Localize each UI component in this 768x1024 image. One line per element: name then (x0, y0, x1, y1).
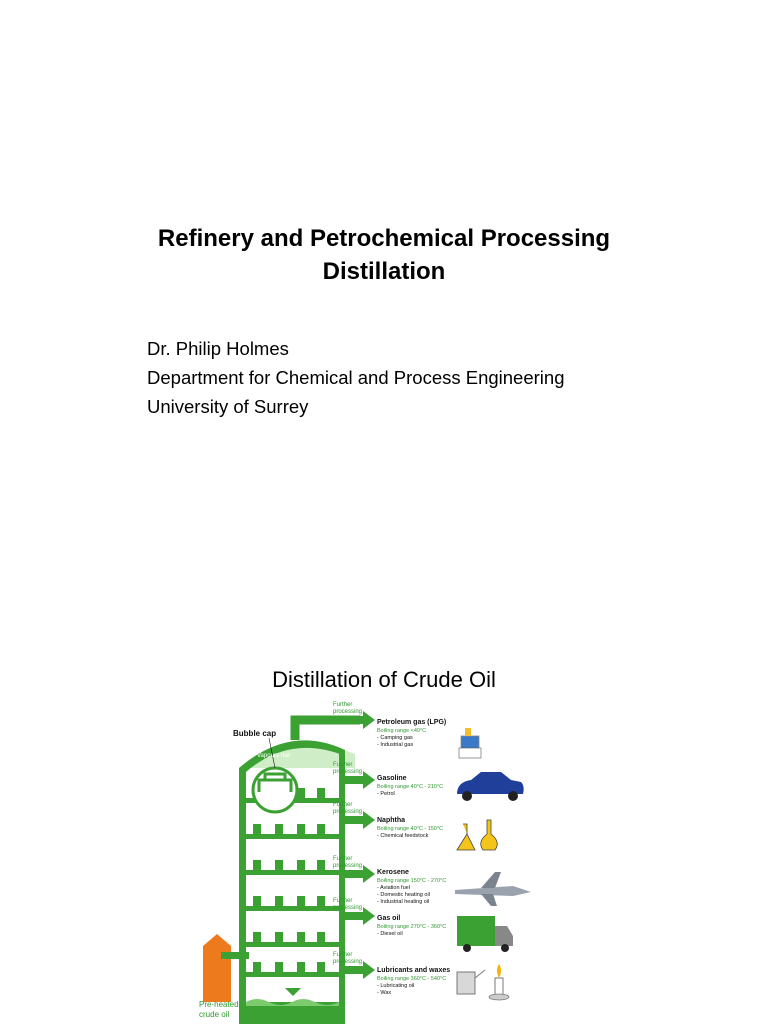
fraction-use: - Camping gas (377, 735, 413, 741)
further-processing-label: processing (333, 905, 363, 911)
top-vapour-pipe (295, 720, 360, 740)
fraction-name: Gasoline (377, 775, 407, 782)
title-line-1: Refinery and Petrochemical Processing (157, 225, 611, 252)
car-icon (457, 772, 524, 801)
preheated-label-1: Pre-heated (199, 1000, 239, 1009)
gas-canister-icon (459, 728, 481, 758)
author-department: Department for Chemical and Process Engineering (147, 367, 565, 388)
author-block (147, 334, 565, 421)
fraction-boiling-range: Boiling range 150°C - 270°C (377, 878, 447, 884)
tray (246, 962, 339, 977)
further-processing-label: processing (333, 959, 363, 965)
figure-title: Distillation of Crude Oil (272, 667, 496, 692)
trays (246, 788, 339, 977)
fraction-use: - Aviation fuel (377, 885, 410, 891)
column-right-wall (339, 754, 345, 1024)
fraction-name: Naphtha (377, 817, 405, 824)
fraction-0 (377, 719, 446, 748)
fraction-labels (377, 719, 450, 996)
tray (246, 860, 339, 875)
fraction-use: - Petrol (377, 791, 395, 797)
flask-icon (457, 820, 497, 850)
fraction-use: - Domestic heating oil (377, 892, 430, 898)
fraction-boiling-range: Boiling range 360°C - 540°C (377, 976, 447, 982)
fraction-use: - Diesel oil (377, 931, 403, 937)
title-line-2: Distillation (322, 258, 446, 285)
distillation-diagram (195, 694, 535, 1024)
bubble-cap-label: Bubble cap (233, 729, 277, 738)
furnace-feed-pipe (221, 952, 249, 959)
fraction-2 (377, 817, 443, 839)
fraction-1 (377, 775, 443, 797)
fraction-use: - Industrial heating oil (377, 899, 430, 905)
further-processing-label: processing (333, 809, 363, 815)
liquids-fall-arrow (285, 988, 301, 996)
further-processing-label: Further (333, 762, 353, 768)
further-processing-label: processing (333, 709, 363, 715)
fraction-name: Kerosene (377, 869, 409, 876)
further-processing-label: Further (333, 702, 353, 708)
further-processing-label: Further (333, 802, 353, 808)
tray (246, 824, 339, 839)
furnace (203, 934, 231, 1002)
fraction-name: Gas oil (377, 915, 401, 922)
fraction-boiling-range: Boiling range 40°C - 150°C (377, 826, 444, 832)
fraction-boiling-range: Boiling range 270°C - 360°C (377, 924, 447, 930)
author-university: University of Surrey (147, 396, 309, 417)
further-processing-label: processing (333, 769, 363, 775)
liquids-fall-label: Liquids fall (279, 980, 308, 986)
further-processing-label: Further (333, 952, 353, 958)
vapours-rise-label: Vapours rise (257, 753, 291, 759)
fraction-use: - Wax (377, 990, 392, 996)
fraction-3 (377, 869, 446, 905)
tray (246, 932, 339, 947)
oil-can-candle-icon (457, 964, 509, 1000)
fraction-name: Petroleum gas (LPG) (377, 719, 447, 726)
tray (246, 896, 339, 911)
further-processing-label: processing (333, 863, 363, 869)
page-title (0, 222, 768, 288)
fraction-use: - Lubricating oil (377, 983, 415, 989)
fraction-use: - Industrial gas (377, 742, 414, 748)
fraction-name: Lubricants and waxes (377, 967, 451, 974)
preheated-label-2: crude oil (199, 1010, 230, 1019)
author-name: Dr. Philip Holmes (147, 338, 289, 359)
jet-plane-icon (455, 872, 531, 906)
fraction-use: - Chemical feedstock (377, 833, 429, 839)
further-processing-label: Further (333, 856, 353, 862)
fraction-boiling-range: Boiling range <40°C (377, 728, 427, 734)
fraction-5 (377, 967, 450, 996)
fraction-4 (377, 915, 446, 937)
truck-icon (457, 916, 513, 952)
fraction-boiling-range: Boiling range 40°C - 210°C (377, 784, 444, 790)
further-processing-label: Further (333, 898, 353, 904)
